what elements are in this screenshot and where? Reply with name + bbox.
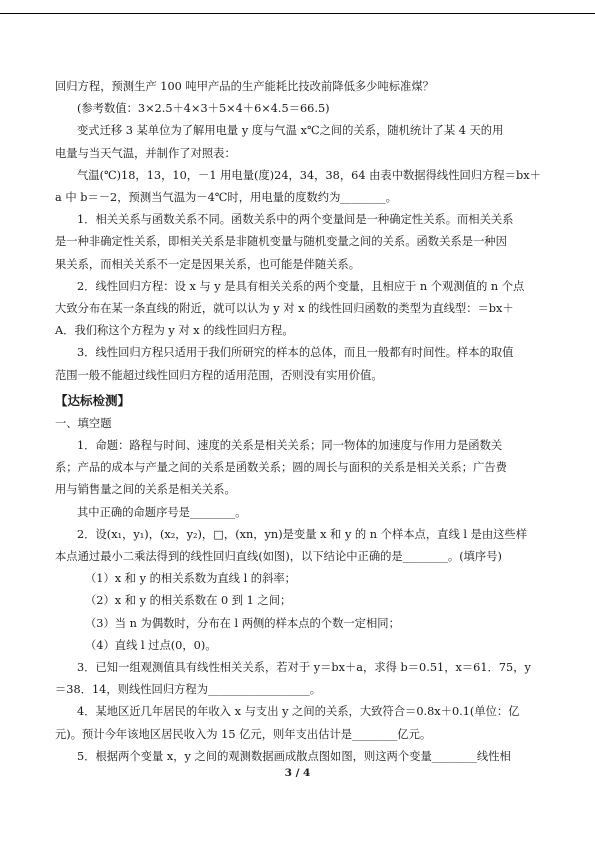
text-line: 系；产品的成本与产量之间的关系是函数关系；圆的周长与面积的关系是相关关系；广告费 xyxy=(55,461,507,475)
text-line: 4．某地区近几年居民的年收入 x 与支出 y 之间的关系，大致符合＝0.8x＋0.1(单位：亿 xyxy=(77,705,520,719)
text-line: 变式迁移 3 某单位为了解用电量 y 度与气温 x℃之间的关系，随机统计了某 4 天的用 xyxy=(77,124,504,138)
text-line: 果关系，而相关关系不一定是因果关系，也可能是伴随关系。 xyxy=(55,257,361,271)
text-line: 大致分布在某一条直线的附近，就可以认为 y 对 x 的线性回归函数的类型为直线型：＝bx＋ xyxy=(55,302,514,316)
section-heading: 【达标检测】 xyxy=(55,392,131,408)
text-line: 1．相关关系与函数关系不同。函数关系中的两个变量间是一种确定性关系。而相关关系 xyxy=(77,213,514,227)
option-line: （1）x 和 y 的相关系数为直线 l 的斜率； xyxy=(85,572,296,586)
text-line: 其中正确的命题序号是________。 xyxy=(77,505,247,519)
option-line: （3）当 n 为偶数时，分布在 l 两侧的样本点的个数一定相同； xyxy=(85,616,400,630)
option-line: （2）x 和 y 的相关系数在 0 到 1 之间； xyxy=(85,594,292,608)
option-line: （4）直线 l 过点(0，0)。 xyxy=(85,638,217,652)
text-line: 5．根据两个变量 x，y 之间的观测数据画成散点图如图，则这两个变量________线性相 xyxy=(77,749,511,763)
text-line: ＝38．14，则线性回归方程为__________________。 xyxy=(55,683,321,697)
text-line: (参考数值：3×2.5＋4×3＋5×4＋6×4.5＝66.5) xyxy=(77,102,330,116)
text-line: 2．线性回归方程：设 x 与 y 是具有相关关系的两个变量，且相应于 n 个观测值的 n 个点 xyxy=(77,279,525,293)
text-line: 是一种非确定性关系，即相关关系是非随机变量与随机变量之间的关系。函数关系是一种因 xyxy=(55,235,507,249)
text-line: 范围一般不能超过线性回归方程的适用范围，否则没有实用价值。 xyxy=(55,368,383,382)
page-number: 3 / 4 xyxy=(284,767,311,779)
text-line: 气温(℃)18，13，10，－1 用电量(度)24，34，38，64 由表中数据得线性回归方程＝bx＋ xyxy=(77,168,541,182)
text-line: 用与销售量之间的关系是相关关系。 xyxy=(55,483,236,497)
text-line: 电量与当天气温，并制作了对照表： xyxy=(55,146,236,160)
text-line: 2．设(x₁，y₁)，(x₂，y₂)，□，(xn，yn)是变量 x 和 y 的 n 个样本点，直线 l 是由这些样 xyxy=(77,527,528,541)
text-line: 本点通过最小二乘法得到的线性回归直线(如图)，以下结论中正确的是________。(填序号) xyxy=(55,550,502,564)
document-body xyxy=(55,76,540,768)
text-line: 3．线性回归方程只适用于我们所研究的样本的总体，而且一般都有时间性。样本的取值 xyxy=(77,346,514,360)
text-line: 元)。预计今年该地区居民收入为 15 亿元，则年支出估计是________亿元。 xyxy=(55,727,432,741)
text-line: 3．已知一组观测值具有线性相关关系，若对于 y＝bx＋a，求得 b＝0.51，x＝61．75，y xyxy=(77,661,531,675)
text-line: A．我们称这个方程为 y 对 x 的线性回归方程。 xyxy=(55,324,294,338)
subsection-heading: 一、填空题 xyxy=(55,416,112,430)
header-rule xyxy=(0,13,595,14)
text-line: a 中 b＝－2，预测当气温为－4℃时，用电量的度数约为________。 xyxy=(55,191,397,205)
text-line: 回归方程，预测生产 100 吨甲产品的生产能耗比技改前降低多少吨标准煤？ xyxy=(55,80,434,93)
text-line: 1．命题：路程与时间、速度的关系是相关关系；同一物体的加速度与作用力是函数关 xyxy=(77,439,503,453)
